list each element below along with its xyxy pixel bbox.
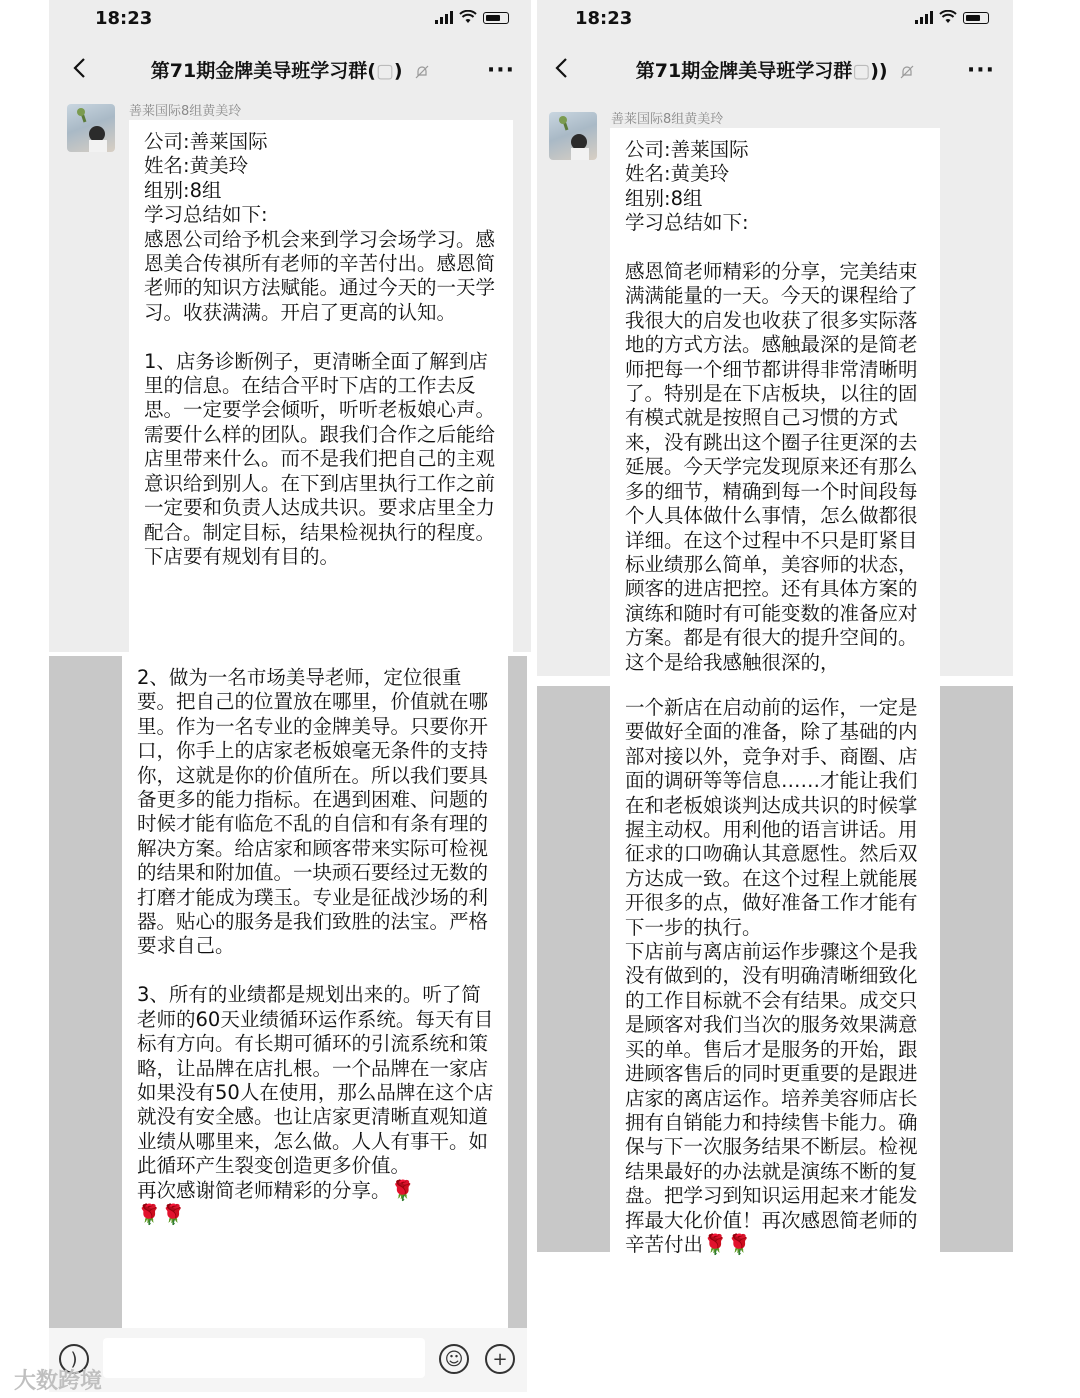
sender-avatar[interactable] xyxy=(67,104,115,152)
group-title: 第71期金牌美导班学习群(▢) xyxy=(49,56,531,83)
message-bubble-continued[interactable]: 2、做为一名市场美导老师，定位很重要。把自己的位置放在哪里，价值就在哪里。作为一名专业的金牌美导。只要你开口，你手上的店家老板娘毫无条件的支持你，这就是你的价值所在。所以我们要具备更多的能力指标。在遇到困难、问题的时候才能有临危不乱的自信和有条有理的解决方案。给店家和顾客带来实际可检视的结果和附加值。一块顽石要经过无数的打磨才能成为璞玉。专业是征战沙场的利器。贴心的服务是我们致胜的法宝。严格要求自己。 3、所有的业绩都是规划出来的。听了简老师的60天业绩循环运作系统。每天有目标有方向。有长期可循环的引流系统和策略，让品牌在店扎根。一个品牌在一家店如果没有50人在使用，那么品牌在这个店就没有安全感。也让店家更清晰直观知道业绩从哪里来，怎么做。人人有事干。如此循环产生裂变创造更多价值。 再次感谢简老师精彩的分享。🌹 🌹🌹 xyxy=(122,656,508,1328)
message-bubble[interactable]: 公司:善莱国际 姓名:黄美玲 组别:8组 学习总结如下: 感恩简老师精彩的分享，完美结束满满能量的一天。今天的课程给了我很大的启发也收获了很多实际落地的方式方法。感触最深的是简老师把每一个细节都讲得非常清晰明了。特别是在下店板块，以往的固有模式就是按照自己习惯的方式来，没有跳出这个圈子往更深的去延展。今天学完发现原来还有那么多的细节，精确到每一个时间段每个人具体做什么事情，怎么做都很详细。在这个过程中不只是盯紧目标业绩那么简单，美容师的状态，顾客的进店把控。还有具体方案的演练和随时有可能变数的准备应对方案。都是有很大的提升空间的。 这个是给我感触很深的， xyxy=(610,128,940,676)
sender-name: 善莱国际8组黄美玲 xyxy=(611,112,724,127)
add-attachment-icon[interactable]: + xyxy=(485,1344,515,1374)
wifi-icon xyxy=(459,10,477,24)
signal-icon xyxy=(435,10,453,24)
voice-input-icon[interactable]: ) xyxy=(59,1344,89,1374)
status-bar xyxy=(537,0,1013,40)
chat-input-bar xyxy=(49,1328,527,1392)
message-bubble-continued[interactable]: 一个新店在启动前的运作，一定是要做好全面的准备，除了基础的内部对接以外，竞争对手、商圈、店面的调研等等信息……才能让我们在和老板娘谈判达成共识的时候掌握主动权。用利他的语言讲话。用征求的口吻确认其意愿性。然后双方达成一致。在这个过程上就能展开很多的点，做好准备工作才能有下一步的执行。 下店前与离店前运作步骤这个是我没有做到的，没有明确清晰细致化的工作目标就不会有结果。成交只是顾客对我们当次的服务效果满意买的单。售后才是服务的开始，跟进顾客售后的同时更重要的是跟进店家的离店运作。培养美容师店长拥有自销能力和持续售卡能力。确保与下一次服务结果不断层。检视结果最好的办法就是演练不断的复盘。把学习到知识运用起来才能发挥最大化价值！再次感恩简老师的辛苦付出🌹🌹 xyxy=(610,686,940,1252)
message-bubble[interactable]: 公司:善莱国际 姓名:黄美玲 组别:8组 学习总结如下: 感恩公司给予机会来到学习会场学习。感恩美合传祺所有老师的辛苦付出。感恩简老师的知识方法赋能。通过今天的一天学习。收获满满。开启了更高的认知。 1、店务诊断例子，更清晰全面了解到店里的信息。在结合平时下店的工作去反思。一定要学会倾听，听听老板娘心声。需要什么样的团队。跟我们合作之后能给店里带来什么。而不是我们把自己的主观意识给到别人。在下到店里执行工作之前一定要和负责人达成共识。要求店里全力配合。制定目标，结果检视执行的程度。 下店要有规划有目的。 xyxy=(129,120,513,652)
group-title-text: 第71期金牌美导班学习群 xyxy=(635,60,853,82)
mute-bell-icon xyxy=(900,65,914,79)
group-title-tail: ) xyxy=(393,60,403,82)
message-input[interactable] xyxy=(103,1338,425,1378)
more-options-icon[interactable]: ··· xyxy=(966,58,995,83)
group-title-text: 第71期金牌美导班学习群( xyxy=(150,60,376,82)
more-options-icon[interactable]: ··· xyxy=(486,58,515,83)
right-chat-continuation xyxy=(537,686,1013,1256)
wifi-icon xyxy=(939,10,957,24)
chat-header xyxy=(537,40,1013,96)
emoji-icon[interactable]: ☺ xyxy=(439,1344,469,1374)
mute-bell-icon xyxy=(415,65,429,79)
group-title-tail: )) xyxy=(870,60,888,82)
status-icons xyxy=(915,10,989,24)
watermark-logo: 大数跨境 xyxy=(14,1369,103,1394)
right-chat-screen xyxy=(537,0,1013,676)
signal-icon xyxy=(915,10,933,24)
status-bar xyxy=(49,0,531,40)
status-icons xyxy=(435,10,509,24)
battery-icon xyxy=(483,12,509,24)
left-chat-screen xyxy=(49,0,531,652)
status-time: 18:23 xyxy=(95,8,153,29)
sender-name: 善莱国际8组黄美玲 xyxy=(129,104,242,119)
status-time: 18:23 xyxy=(575,8,633,29)
left-chat-continuation xyxy=(49,656,527,1328)
battery-icon xyxy=(963,12,989,24)
group-title: 第71期金牌美导班学习群▢)) xyxy=(537,56,1013,83)
sender-avatar[interactable] xyxy=(549,112,597,160)
chat-header xyxy=(49,40,531,96)
